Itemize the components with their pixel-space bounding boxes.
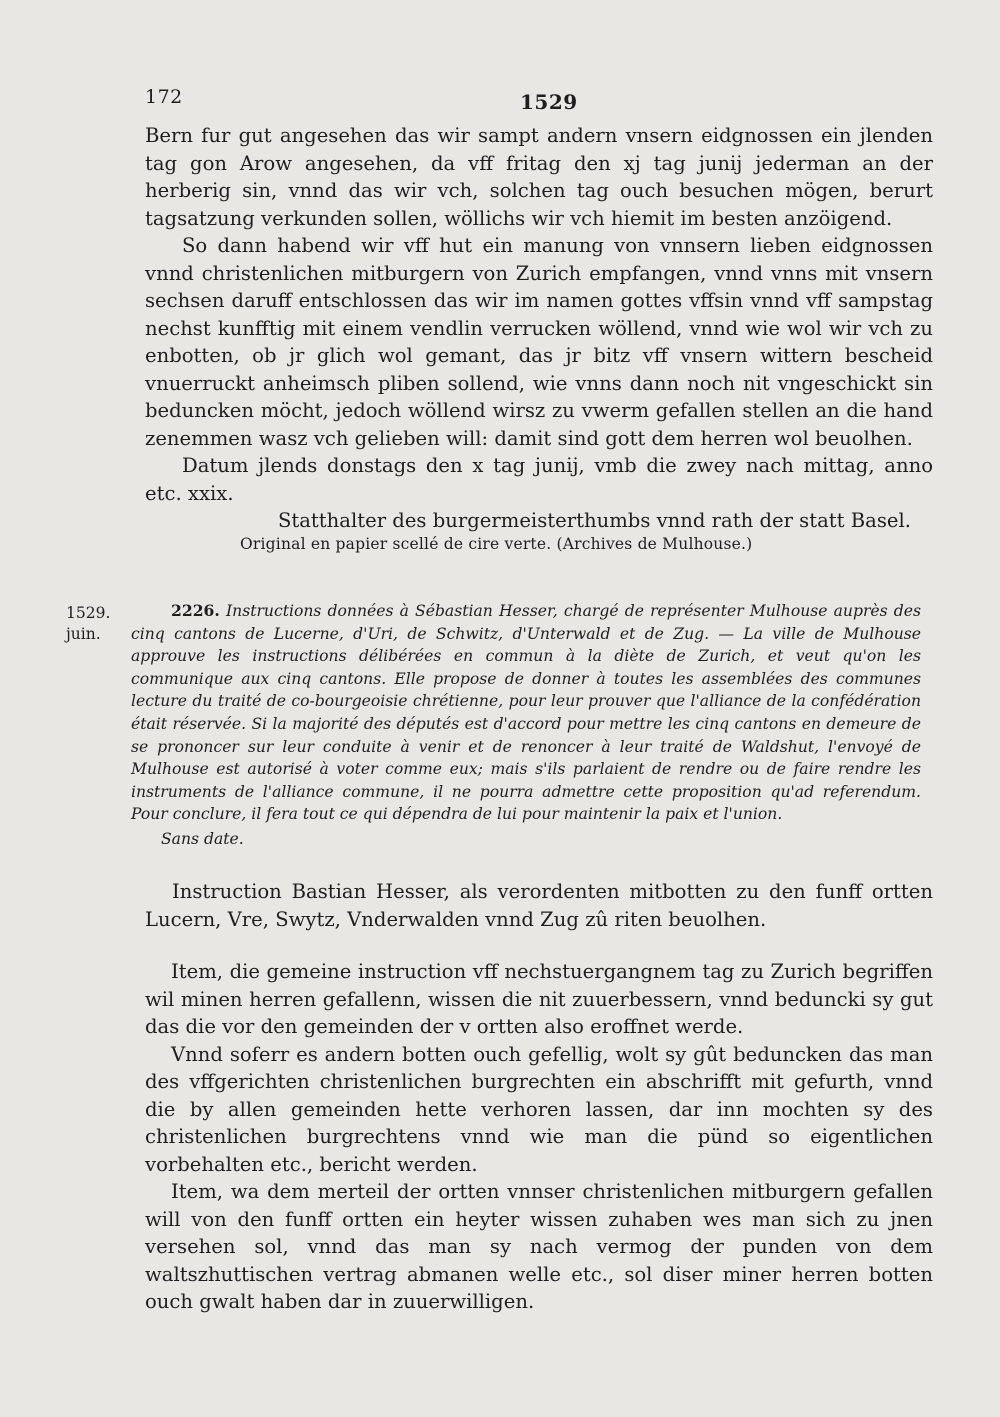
- letter-text: [145, 122, 933, 535]
- instruction-paragraph: Vnnd soferr es andern botten ouch gefellig, wolt sy gût beduncken das man des vffgerichten christenlichen burgrechten ein abschrifft mit gefurth, vnnd die by allen gemeinden hette verhoren lassen, dar inn mochten sy des christenlichen burgrechtens vnnd wie man die pünd so eigentlichen vorbehalten etc., bericht werden.: [145, 1042, 933, 1176]
- letter-paragraph: Bern fur gut angesehen das wir sampt andern vnsern eidgnossen ein jlenden tag gon Arow angesehen, da vff fritag den xj tag junij jederman an der herberig sin, vnnd das wir vch, solchen tag ouch besuchen mögen, berurt tagsatzung verkunden sollen, wöllichs wir vch hiemit im besten anzöigend.: [145, 124, 933, 230]
- instruction-paragraph: Item, die gemeine instruction vff nechstuergangnem tag zu Zurich begriffen wil minen herren gefallenn, wissen die nit zuuerbessern, vnnd beduncki sy gut das die vor den gemeinden der v ortten also eroffnet werde.: [145, 960, 933, 1038]
- letter-signature: Statthalter des burgermeisterthumbs vnnd rath der statt Basel.: [277, 509, 911, 532]
- instruction-body: [145, 958, 933, 1316]
- page-number: 172: [145, 86, 183, 108]
- summary-undated: Sans date.: [161, 829, 244, 848]
- document-summary: [131, 600, 921, 851]
- margin-date: [66, 603, 110, 645]
- source-note: Original en papier scellé de cire verte. (Archives de Mulhouse.): [240, 535, 753, 553]
- letter-paragraph: So dann habend wir vff hut ein manung von vnnsern lieben eidgnossen vnnd christenlichen mitburgern von Zurich empfangen, vnnd vnns mit vnsern sechsen daruff entschlossen das wir im namen gottes vffsin vnnd vff sampstag nechst kunfftig mit einem vendlin verrucken wöllend, vnnd wie wol wir vch zu enbotten, ob jr glich wol gemant, das jr bitz vff vnsern wittern bescheid vnuerruckt anheimsch pliben sollend, wie vnns dann noch nit vngeschickt sin beduncken möcht, jedoch wöllend wirsz zu vwerm gefallen stellen an die hand zenemmen wasz vch gelieben will: damit sind gott dem herren wol beuolhen.: [145, 234, 933, 450]
- instruction-title: [145, 878, 933, 934]
- instruction-paragraph: Item, wa dem merteil der ortten vnnser christenlichen mitburgern gefallen will von den funff ortten ein heyter wissen zuhaben wes man sich zu jnen versehen sol, vnnd das man sy nach vermog der punden von dem waltszhuttischen vertrag abmanen welle etc., sol diser miner herren botten ouch gwalt haben dar in zuuerwilligen.: [145, 1180, 933, 1313]
- margin-month: juin.: [66, 625, 101, 643]
- margin-year: 1529.: [66, 604, 111, 622]
- instruction-title-text: Instruction Bastian Hesser, als verordenten mitbotten zu den funff ortten Lucern, Vre, Swytz, Vnderwalden vnnd Zug zû riten beuolhen.: [145, 880, 933, 931]
- summary-text: Instructions données à Sébastian Hesser, chargé de représenter Mulhouse auprès des cinq cantons de Lucerne, d'Uri, de Schwitz, d'Unterwald et de Zug. — La ville de Mulhouse approuve les instructions délibérées en commun à la diète de Zurich, et veut qu'on les communique aux cinq cantons. Elle propose de donner à toutes les assemblées des communes lecture du traité de co-bourgeoisie chrétienne, pour leur prouver que l'alliance de la confédération était réservée. Si la majorité des députés est d'accord pour mettre les cinq cantons en demeure de se prononcer sur leur conduite à venir et de renoncer à leur traité de Waldshut, l'envoyé de Mulhouse est autorisé à voter comme eux; mais s'ils parlaient de rendre ou de faire rendre les instruments de l'alliance commune, il ne pourra admettre cette proposition qu'ad referendum. Pour conclure, il fera tout ce qui dépendra de lui pour maintenir la paix et l'union.: [131, 602, 922, 824]
- page-header: [0, 86, 1000, 116]
- document-number: 2226.: [171, 601, 220, 620]
- running-head-year: 1529: [520, 90, 578, 114]
- letter-dating: Datum jlends donstags den x tag junij, vmb die zwey nach mittag, anno etc. xxix.: [145, 454, 933, 505]
